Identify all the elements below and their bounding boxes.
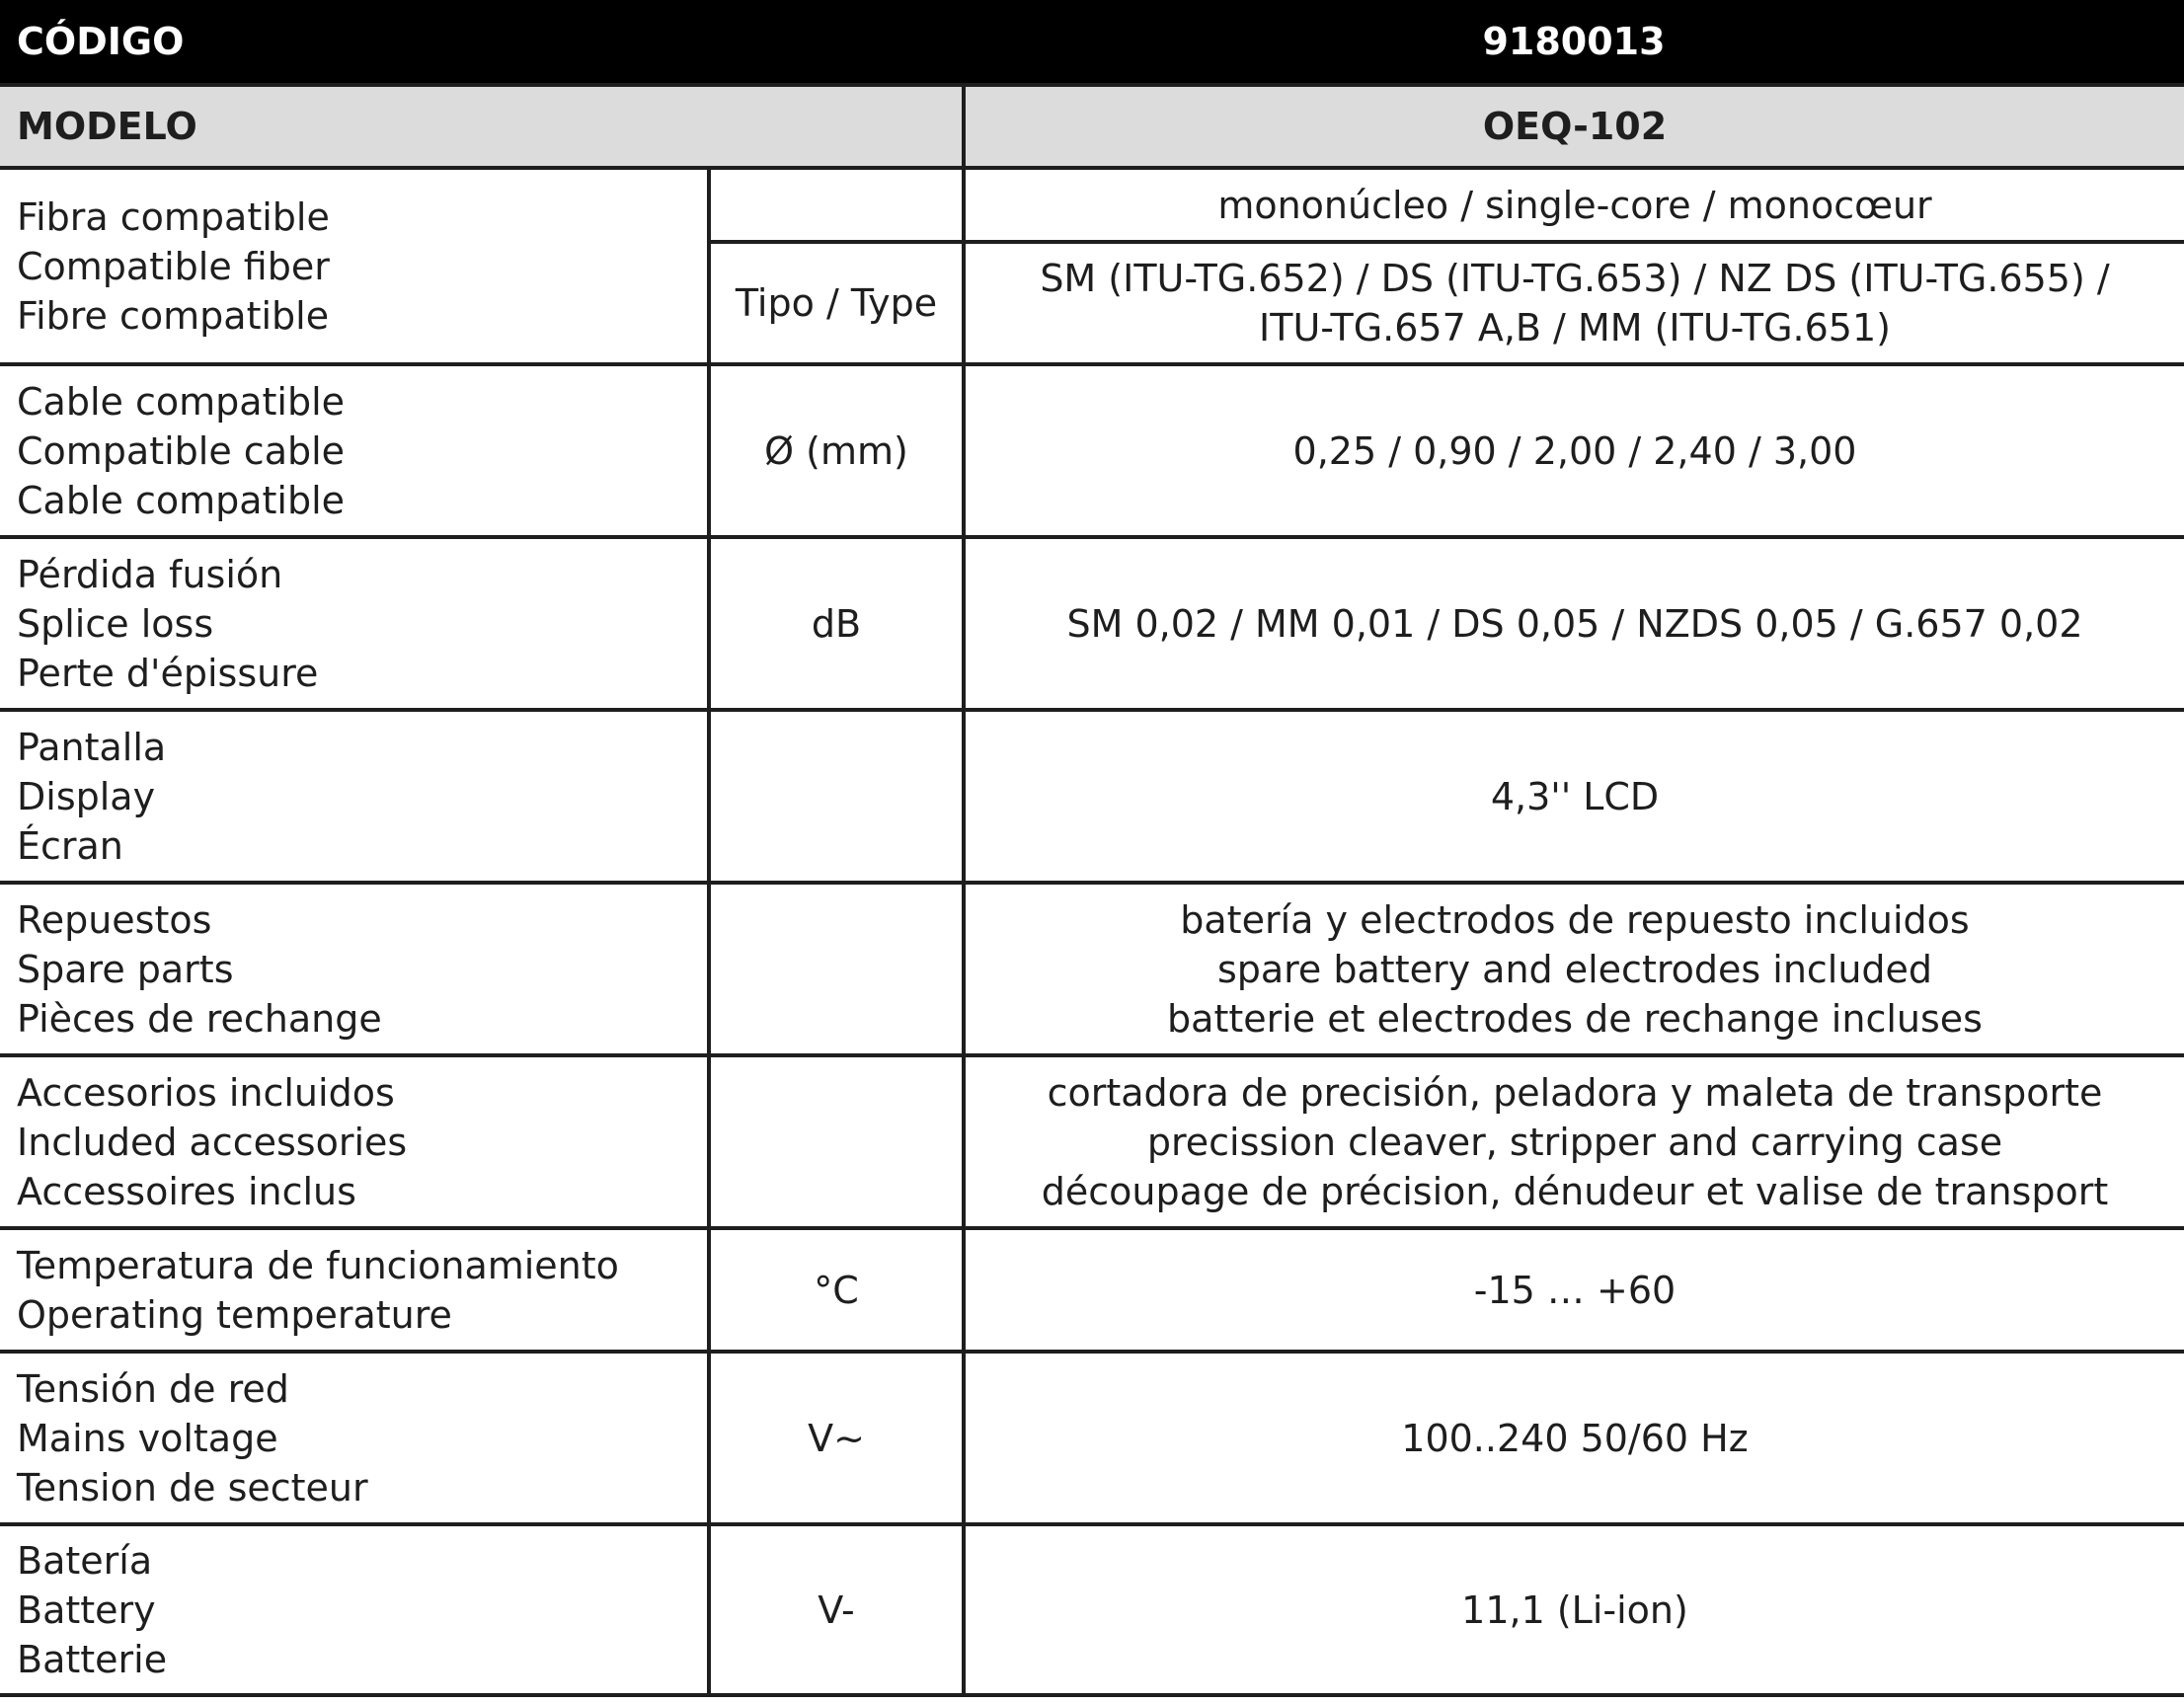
spec-row-accessories (0, 1055, 2184, 1228)
value-line: 4,3'' LCD (1490, 774, 1660, 818)
code-label: CÓDIGO (0, 0, 964, 85)
spec-label-fiber (0, 168, 709, 364)
spec-unit: V- (709, 1524, 964, 1695)
label-line: Tension de secteur (17, 1465, 368, 1510)
value-line: SM 0,02 / MM 0,01 / DS 0,05 / NZDS 0,05 / G.657 0,02 (1066, 601, 2083, 646)
label-line: Repuestos (17, 897, 212, 942)
label-line: Batería (17, 1538, 153, 1583)
spec-label-cable (0, 364, 709, 537)
spec-value-fiber-type (964, 242, 2184, 364)
label-line: Perte d'épissure (17, 651, 319, 695)
label-line: Operating temperature (17, 1292, 452, 1337)
spec-row-temperature (0, 1228, 2184, 1352)
spec-row-cable (0, 364, 2184, 537)
label-line: Included accessories (17, 1120, 408, 1164)
value-line: spare battery and electrodes included (1216, 947, 1933, 991)
value-line: 0,25 / 0,90 / 2,00 / 2,40 / 3,00 (1292, 428, 1857, 473)
label-line: Pérdida fusión (17, 552, 283, 596)
spec-unit: dB (709, 537, 964, 710)
value-line: SM (ITU-TG.652) / DS (ITU-TG.653) / NZ DS (ITU-TG.655) / (1040, 257, 2110, 300)
spec-row-spare-parts (0, 883, 2184, 1055)
label-line: Fibre compatible (17, 293, 330, 338)
label-line: Cable compatible (17, 379, 346, 424)
spec-unit: Ø (mm) (709, 364, 964, 537)
label-line: Batterie (17, 1637, 168, 1681)
spec-row-mains-voltage (0, 1352, 2184, 1524)
value-line: precission cleaver, stripper and carrying case (1146, 1120, 2003, 1164)
spec-label-splice-loss (0, 537, 709, 710)
code-value: 9180013 (964, 0, 2184, 85)
label-line: Compatible cable (17, 428, 346, 473)
spec-unit (709, 1055, 964, 1228)
label-line: Tensión de red (17, 1366, 289, 1411)
value-line: ITU-TG.657 A,B / MM (ITU-TG.651) (1259, 306, 1891, 349)
value-line: mononúcleo / single-core / monocœur (1217, 183, 1932, 227)
spec-row-display (0, 710, 2184, 883)
spec-unit: V~ (709, 1352, 964, 1524)
spec-value-mains-voltage (964, 1352, 2184, 1524)
model-value: OEQ-102 (964, 85, 2184, 168)
label-line: Accesorios incluidos (17, 1070, 395, 1115)
label-line: Splice loss (17, 601, 214, 646)
spec-value-display (964, 710, 2184, 883)
label-line: Fibra compatible (17, 194, 330, 239)
spec-unit (709, 168, 964, 242)
label-line: Display (17, 774, 156, 818)
spec-value-accessories (964, 1055, 2184, 1228)
spec-row-splice-loss (0, 537, 2184, 710)
label-line: Accessoires inclus (17, 1169, 356, 1213)
spec-unit (709, 883, 964, 1055)
label-line: Mains voltage (17, 1416, 278, 1460)
spec-label-display (0, 710, 709, 883)
label-line: Pièces de rechange (17, 996, 382, 1041)
label-line: Spare parts (17, 947, 234, 991)
label-line: Temperatura de funcionamiento (17, 1243, 619, 1287)
value-line: -15 … +60 (1473, 1268, 1677, 1312)
value-line: 11,1 (Li-ion) (1461, 1588, 1688, 1632)
label-line: Pantalla (17, 725, 167, 769)
model-row (0, 85, 2184, 168)
spec-value-fiber-core (964, 168, 2184, 242)
spec-value-splice-loss (964, 537, 2184, 710)
value-line: batterie et electrodes de rechange incluses (1167, 996, 1983, 1041)
model-label: MODELO (0, 85, 964, 168)
code-row (0, 0, 2184, 85)
label-line: Battery (17, 1588, 156, 1632)
spec-label-temperature (0, 1228, 709, 1352)
value-line: cortadora de precisión, peladora y maleta de transporte (1047, 1070, 2103, 1115)
spec-label-battery (0, 1524, 709, 1695)
spec-row-battery (0, 1524, 2184, 1695)
value-line: 100..240 50/60 Hz (1401, 1416, 1749, 1460)
label-line: Cable compatible (17, 478, 346, 522)
value-line: découpage de précision, dénudeur et valise de transport (1041, 1169, 2109, 1213)
spec-value-cable (964, 364, 2184, 537)
spec-label-accessories (0, 1055, 709, 1228)
spec-value-battery (964, 1524, 2184, 1695)
spec-unit: °C (709, 1228, 964, 1352)
value-line: batería y electrodos de repuesto incluidos (1180, 897, 1970, 942)
spec-value-temperature (964, 1228, 2184, 1352)
spec-unit (709, 710, 964, 883)
spec-row-fiber-a (0, 168, 2184, 242)
spec-label-spare-parts (0, 883, 709, 1055)
label-line: Compatible fiber (17, 244, 330, 288)
label-line: Écran (17, 823, 123, 868)
spec-value-spare-parts (964, 883, 2184, 1055)
spec-unit: Tipo / Type (709, 242, 964, 364)
spec-label-mains-voltage (0, 1352, 709, 1524)
